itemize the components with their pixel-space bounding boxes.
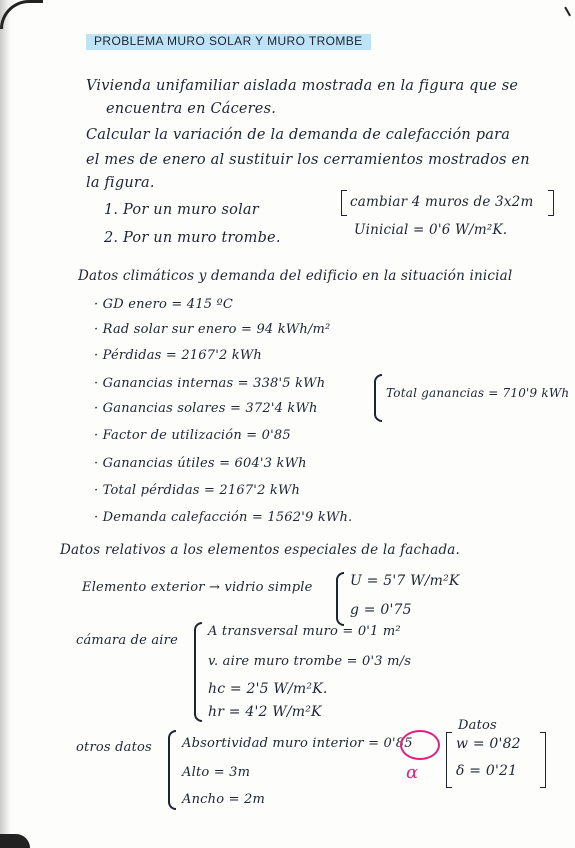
datos-label: Datos: [458, 718, 497, 733]
datos-w: w = 0'82: [456, 736, 521, 752]
exterior-g: g = 0'75: [350, 602, 412, 618]
exterior-label: Elemento exterior → vidrio simple: [82, 580, 313, 595]
option-1: 1. Por un muro solar: [104, 202, 259, 218]
note-line-1: cambiar 4 muros de 3x2m: [350, 194, 534, 210]
statement-line-1: Vivienda unifamiliar aislada mostrada en la figura que se: [86, 78, 519, 94]
camara-hc: hc = 2'5 W/m²K.: [208, 681, 328, 697]
camara-hr: hr = 4'2 W/m²K: [208, 704, 322, 720]
otros-brace: [168, 730, 176, 810]
otros-label: otros datos: [76, 740, 152, 755]
climate-item-perdidas: · Pérdidas = 2167'2 kWh: [94, 348, 262, 363]
page-corner-bottom: [0, 834, 30, 848]
corner-mark: [559, 7, 571, 20]
note-bracket-left: [341, 190, 347, 216]
statement-line-4: el mes de enero al sustituir los cerramientos mostrados en: [86, 152, 530, 168]
camara-area: A transversal muro = 0'1 m²: [208, 624, 401, 639]
climate-item-gd: · GD enero = 415 ºC: [94, 297, 233, 312]
climate-item-internas: · Ganancias internas = 338'5 kWh: [94, 376, 326, 391]
datos-delta: δ = 0'21: [456, 763, 518, 779]
otros-absortividad: Absortividad muro interior = 0'85: [182, 736, 413, 751]
camara-velocity: v. aire muro trombe = 0'3 m/s: [208, 654, 412, 669]
exterior-brace: [336, 572, 344, 626]
climate-header: Datos climáticos y demanda del edificio en la situación inicial: [78, 268, 513, 284]
notebook-edge: [0, 0, 12, 848]
climate-item-demanda: · Demanda calefacción = 1562'9 kWh.: [94, 510, 353, 525]
statement-line-5: la figura.: [86, 175, 155, 191]
camara-label: cámara de aire: [76, 633, 178, 648]
statement-line-3: Calcular la variación de la demanda de calefacción para: [86, 127, 511, 143]
facade-header: Datos relativos a los elementos especiales de la fachada.: [60, 542, 461, 558]
climate-item-utiles: · Ganancias útiles = 604'3 kWh: [94, 456, 307, 471]
ganancias-brace: [374, 374, 382, 422]
exterior-u: U = 5'7 W/m²K: [350, 573, 460, 589]
datos-bracket-left: [446, 732, 452, 788]
climate-item-rad: · Rad solar sur enero = 94 kWh/m²: [94, 322, 331, 337]
camara-brace: [194, 622, 202, 722]
statement-line-2: encuentra en Cáceres.: [106, 101, 277, 117]
absortividad-circle: [400, 730, 440, 760]
otros-alto: Alto = 3m: [182, 765, 251, 780]
option-2: 2. Por un muro trombe.: [104, 230, 281, 246]
alpha-symbol: α: [406, 762, 419, 783]
note-line-2: Uinicial = 0'6 W/m²K.: [354, 222, 508, 238]
climate-item-factor: · Factor de utilización = 0'85: [94, 428, 291, 443]
note-bracket-right: [548, 190, 554, 216]
climate-item-solares: · Ganancias solares = 372'4 kWh: [94, 401, 318, 416]
otros-ancho: Ancho = 2m: [182, 792, 265, 807]
climate-item-total-perdidas: · Total pérdidas = 2167'2 kWh: [94, 483, 301, 498]
total-ganancias: Total ganancias = 710'9 kWh: [386, 386, 570, 400]
datos-bracket-right: [540, 732, 546, 788]
page-title: PROBLEMA MURO SOLAR Y MURO TROMBE: [86, 34, 371, 50]
